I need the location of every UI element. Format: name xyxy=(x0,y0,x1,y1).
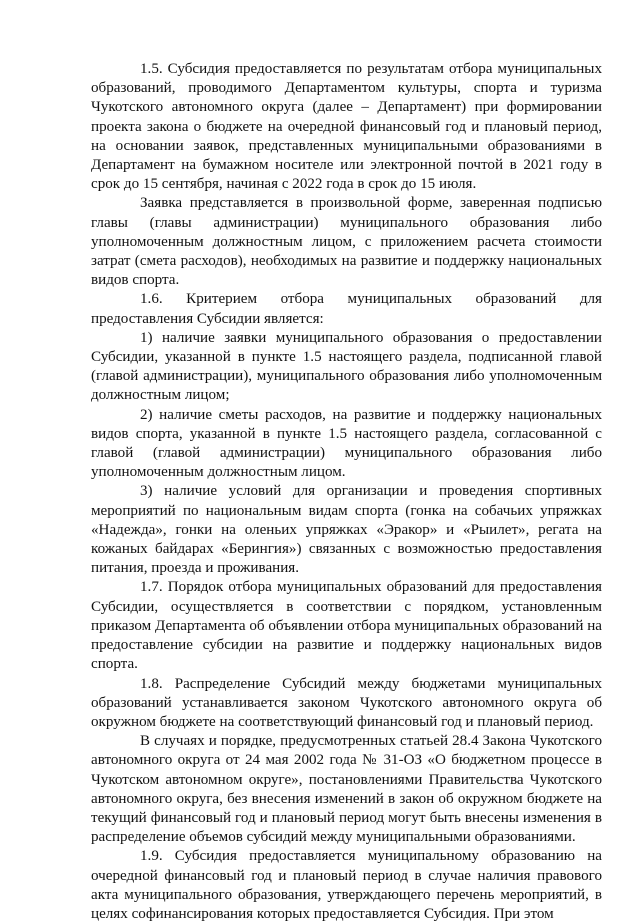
criterion-item-1: 1) наличие заявки муниципального образования о предоставлении Субсидии, указанной в пункте 1.5 настоящего раздела, подписанной главой (главой администрации), муниципального образования либо уполномоченным должностным лицом; xyxy=(91,329,602,404)
paragraph-application-form: Заявка представляется в произвольной форме, заверенная подписью главы (главы администрации) муниципального образования либо уполномоченным должностным лицом, с приложением расчета стоимости затрат (смета расходов), необходимых на развитие и поддержку национальных видов спорта. xyxy=(91,195,602,289)
paragraph-1-6: 1.6. Критерием отбора муниципальных образований для предоставления Субсидии является: xyxy=(91,291,602,327)
paragraph-1-8: 1.8. Распределение Субсидий между бюджетами муниципальных образований устанавливается законом Чукотского автономного округа об окружном бюджете на соответствующий финансовый год и плановый период. xyxy=(91,675,602,730)
paragraph-1-9: 1.9. Субсидия предоставляется муниципальному образованию на очередной финансовый год и плановый период в случае наличия правового акта муниципального образования, утверждающего перечень мероприятий, в целях софинансирования которых предоставляется Субсидия. При этом xyxy=(91,848,602,922)
paragraph-1-5: 1.5. Субсидия предоставляется по результатам отбора муниципальных образований, проводимого Департаментом культуры, спорта и туризма Чукотского автономного округа (далее – Департамент) при формировании проекта закона о бюджете на очередной финансовый год и плановый период, на основании заявок, представленных муниципальными образованиями в Департамент на бумажном носителе или электронной почтой в 2021 году в срок до 15 сентября, начиная с 2022 года в срок до 15 июля. xyxy=(91,61,602,193)
criterion-item-3: 3) наличие условий для организации и проведения спортивных мероприятий по национальным видам спорта (гонка на собачьих упряжках «Надежда», гонки на оленьих упряжках «Эракор» и «Рыилет», регата на кожаных байдарах «Берингия») связанных с возможностью предоставления питания, проезда и проживания. xyxy=(91,483,602,577)
paragraph-1-7: 1.7. Порядок отбора муниципальных образований для предоставления Субсидии, осуществляется в соответствии с порядком, установленным приказом Департамента об объявлении отбора муниципальных образований на предоставление субсидии на развитие и поддержку национальных видов спорта. xyxy=(91,579,602,673)
criterion-item-2: 2) наличие сметы расходов, на развитие и поддержку национальных видов спорта, указанной в пункте 1.5 настоящего раздела, согласованной с главой (главой администрации) муниципального образования либо уполномоченным должностным лицом. xyxy=(91,406,602,481)
paragraph-budget-changes: В случаях и порядке, предусмотренных статьей 28.4 Закона Чукотского автономного округа от 24 мая 2002 года № 31-ОЗ «О бюджетном процессе в Чукотском автономном округе», постановлениями Правительства Чукотского автономного округа, без внесения изменений в закон об окружном бюджете на текущий финансовый год и плановый период могут быть внесены изменения в распределение объемов субсидий между муниципальными образованиями. xyxy=(91,733,602,846)
